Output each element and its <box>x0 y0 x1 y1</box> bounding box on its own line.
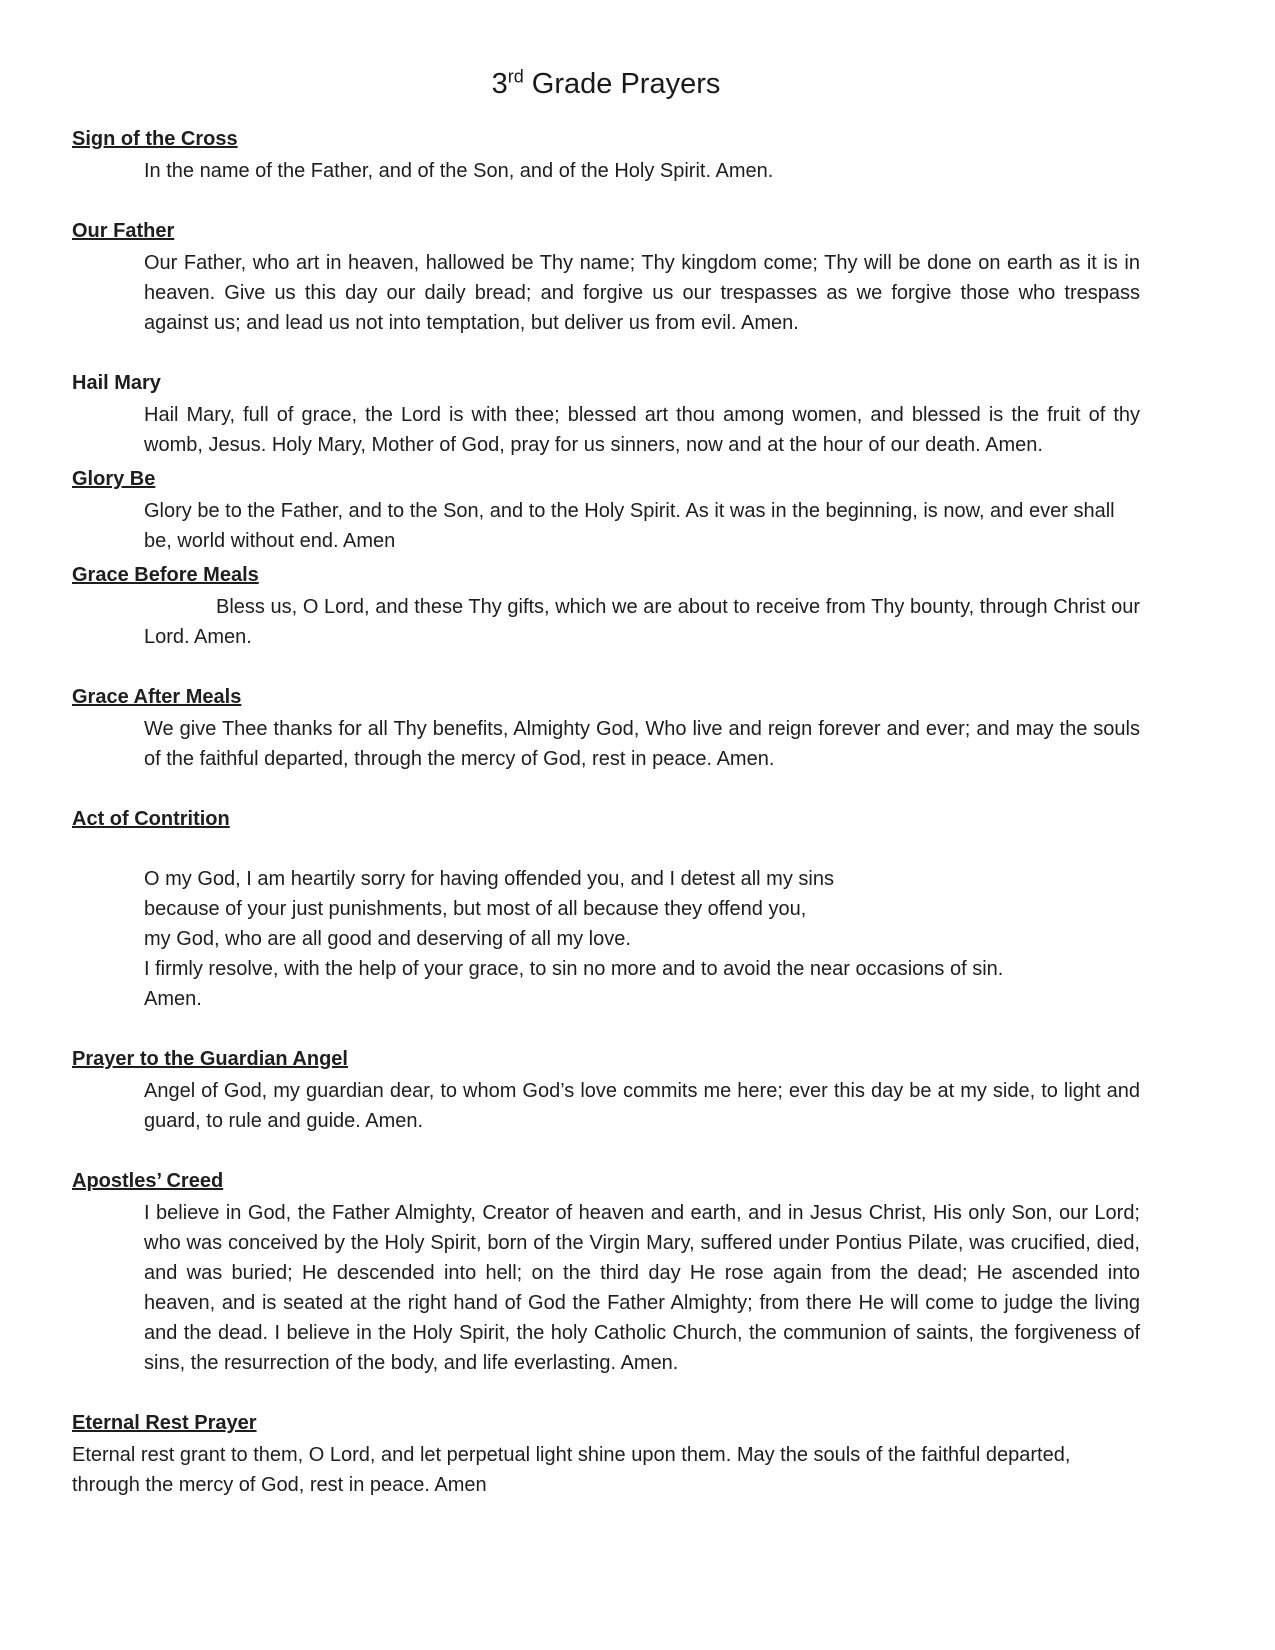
section-prayer-to-the-guardian-angel <box>72 1044 1140 1136</box>
section-heading: Grace Before Meals <box>72 564 259 586</box>
section-heading: Glory Be <box>72 468 156 490</box>
section-our-father <box>72 216 1140 338</box>
prayer-paragraph: Bless us, O Lord, and these Thy gifts, which we are about to receive from Thy bounty, through Christ our Lord. Amen. <box>144 596 1140 648</box>
section-heading: Hail Mary <box>72 372 161 394</box>
page-title <box>72 66 1140 102</box>
prayer-paragraph: Our Father, who art in heaven, hallowed be Thy name; Thy kingdom come; Thy will be done on earth as it is in heaven. Give us this day our daily bread; and forgive us our trespasses as we forgive those who trespass against us; and lead us not into temptation, but deliver us from evil. Amen. <box>144 252 1140 334</box>
section-apostles-creed <box>72 1166 1140 1378</box>
prayer-paragraph: We give Thee thanks for all Thy benefits, Almighty God, Who live and reign forever and ever; and may the souls of the faithful departed, through the mercy of God, rest in peace. Amen. <box>144 718 1140 770</box>
prayer-paragraph: Glory be to the Father, and to the Son, and to the Holy Spirit. As it was in the beginning, is now, and ever shall be, world without end. Amen <box>144 500 1115 552</box>
section-heading: Grace After Meals <box>72 686 242 708</box>
prayer-paragraph: Hail Mary, full of grace, the Lord is with thee; blessed art thou among women, and blessed is the fruit of thy womb, Jesus. Holy Mary, Mother of God, pray for us sinners, now and at the hour of our death. Amen. <box>144 404 1140 456</box>
prayer-body <box>144 1076 1140 1136</box>
prayer-line: Amen. <box>144 988 202 1010</box>
section-act-of-contrition <box>72 804 1140 1014</box>
prayer-body <box>144 496 1140 556</box>
prayer-body <box>144 1198 1140 1378</box>
prayer-body <box>144 714 1140 774</box>
prayer-paragraph: Angel of God, my guardian dear, to whom God’s love commits me here; ever this day be at my side, to light and guard, to rule and guide. Amen. <box>144 1080 1140 1132</box>
section-grace-before-meals <box>72 560 1140 652</box>
section-heading: Apostles’ Creed <box>72 1170 224 1192</box>
section-heading: Act of Contrition <box>72 808 230 830</box>
section-sign-of-the-cross <box>72 124 1140 186</box>
prayer-body <box>144 400 1140 460</box>
prayer-paragraph: In the name of the Father, and of the Son, and of the Holy Spirit. Amen. <box>144 160 774 182</box>
section-hail-mary <box>72 368 1140 460</box>
title-text: Grade Prayers <box>523 68 721 100</box>
prayer-body <box>144 592 1140 652</box>
prayer-line: my God, who are all good and deserving of all my love. <box>144 928 631 950</box>
prayer-paragraph: I believe in God, the Father Almighty, Creator of heaven and earth, and in Jesus Christ, His only Son, our Lord; who was conceived by the Holy Spirit, born of the Virgin Mary, suffered under Pontius Pilate, was crucified, died, and was buried; He descended into hell; on the third day He rose again from the dead; He ascended into heaven, and is seated at the right hand of God the Father Almighty; from there He will come to judge the living and the dead. I believe in the Holy Spirit, the holy Catholic Church, the communion of saints, the forgiveness of sins, the resurrection of the body, and life everlasting. Amen. <box>144 1202 1140 1374</box>
prayer-body <box>144 864 1140 1014</box>
section-heading: Sign of the Cross <box>72 128 238 150</box>
title-ordinal-suffix: rd <box>507 66 524 87</box>
prayer-body <box>144 156 1140 186</box>
prayer-paragraph: Eternal rest grant to them, O Lord, and let perpetual light shine upon them. May the souls of the faithful departed, through the mercy of God, rest in peace. Amen <box>72 1444 1071 1496</box>
section-eternal-rest-prayer <box>72 1408 1140 1500</box>
prayer-body <box>72 1440 1140 1500</box>
prayer-line: I firmly resolve, with the help of your grace, to sin no more and to avoid the near occasions of sin. <box>144 958 1004 980</box>
section-heading: Our Father <box>72 220 175 242</box>
title-number: 3 <box>491 68 508 100</box>
section-heading: Prayer to the Guardian Angel <box>72 1048 348 1070</box>
section-heading: Eternal Rest Prayer <box>72 1412 257 1434</box>
section-glory-be <box>72 464 1140 556</box>
prayer-line: because of your just punishments, but most of all because they offend you, <box>144 898 807 920</box>
prayer-line: O my God, I am heartily sorry for having offended you, and I detest all my sins <box>144 868 834 890</box>
prayer-body <box>144 248 1140 338</box>
section-grace-after-meals <box>72 682 1140 774</box>
